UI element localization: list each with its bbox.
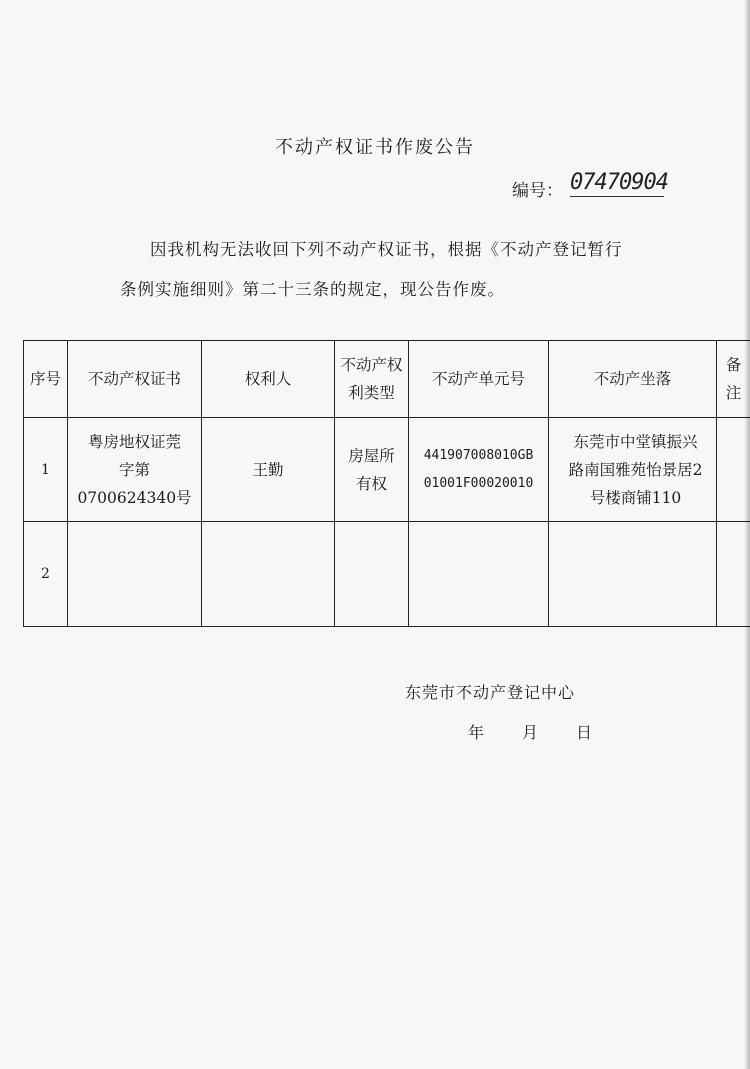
header-cert: 不动产权证书 (68, 341, 202, 418)
certificate-table (23, 340, 750, 627)
cell-owner (202, 522, 335, 627)
header-right-type (335, 341, 409, 418)
unit-line1: 441907008010GB (423, 447, 534, 463)
cell-right-type (335, 522, 409, 627)
cell-right-type (335, 418, 409, 522)
number-label: 编号： (512, 181, 563, 201)
header-type-line2: 利类型 (348, 384, 395, 402)
header-note-line1: 备 (725, 356, 742, 374)
header-type-line1: 不动产权 (340, 356, 403, 374)
cell-owner: 王勤 (202, 418, 335, 522)
loc-line2: 路南国雅苑怡景居2 (568, 460, 703, 479)
body-text-line-2: 条例实施细则》第二十三条的规定，现公告作废。 (120, 280, 505, 299)
issuing-organization: 东莞市不动产登记中心 (405, 683, 576, 702)
cell-seq: 2 (24, 522, 68, 627)
date-day-label: 日 (576, 723, 593, 742)
date-year-label: 年 (468, 723, 485, 742)
type-line1: 房屋所 (348, 446, 395, 465)
cell-location (549, 418, 717, 522)
cell-cert (68, 522, 202, 627)
header-unit: 不动产单元号 (409, 341, 549, 418)
cert-line3: 0700624340号 (77, 488, 192, 507)
cell-seq: 1 (24, 418, 68, 522)
date-month-label: 月 (522, 723, 539, 742)
header-location: 不动产坐落 (549, 341, 717, 418)
cell-note (717, 418, 750, 522)
type-line2: 有权 (355, 474, 387, 493)
cell-unit (409, 418, 549, 522)
unit-line2: 01001F00020010 (423, 475, 534, 491)
document-number (512, 170, 712, 200)
body-text-line-1: 因我机构无法收回下列不动产权证书，根据《不动产登记暂行 (150, 240, 623, 259)
cell-cert (68, 418, 202, 522)
loc-line1: 东莞市中堂镇振兴 (573, 432, 698, 451)
header-owner: 权利人 (202, 341, 335, 418)
number-value-handwritten: 07470904 (570, 170, 668, 195)
page-title: 不动产权证书作废公告 (275, 137, 475, 158)
header-seq: 序号 (24, 341, 68, 418)
table-header-row (24, 341, 750, 418)
cert-line2: 字第 (118, 460, 150, 479)
cell-note (717, 522, 750, 627)
cell-unit (409, 522, 549, 627)
cert-line1: 粤房地权证莞 (87, 432, 181, 451)
header-note (717, 341, 750, 418)
loc-line3: 号楼商铺110 (589, 488, 682, 507)
cell-location (549, 522, 717, 627)
table-row (24, 418, 750, 522)
table-row (24, 522, 750, 627)
header-note-line2: 注 (725, 384, 742, 402)
